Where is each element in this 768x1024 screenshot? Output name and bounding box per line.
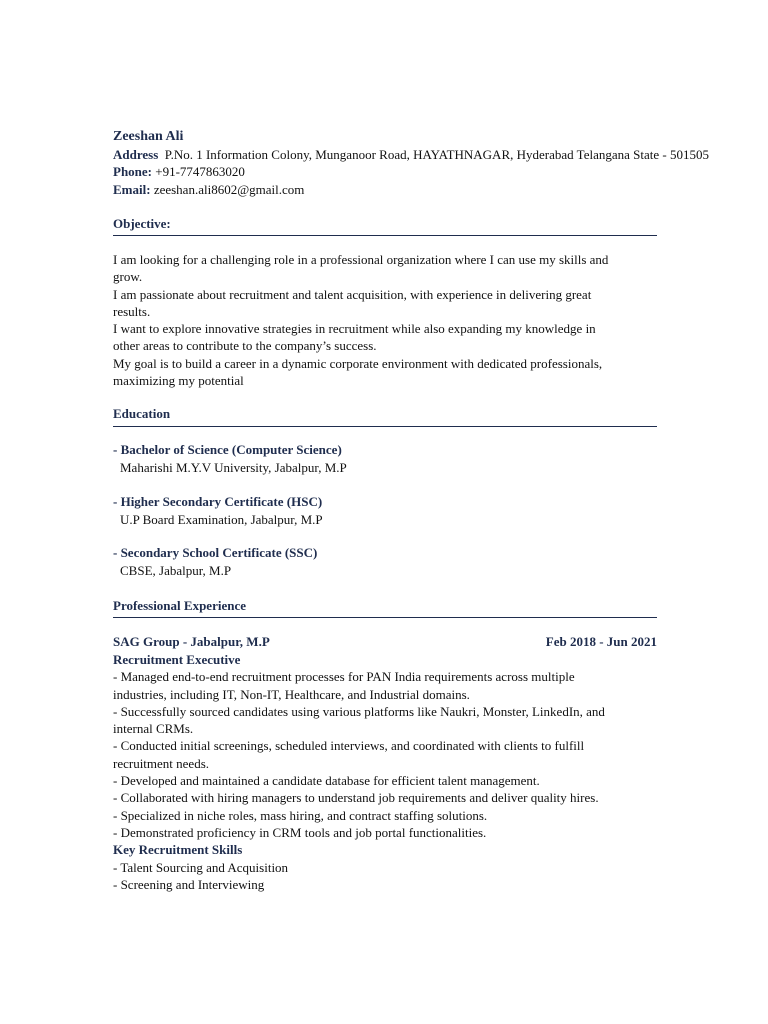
job-bullet-line: - Collaborated with hiring managers to understand job requirements and deliver quality hires. xyxy=(113,790,599,806)
education-institution: Maharishi M.Y.V University, Jabalpur, M.P xyxy=(120,460,347,475)
contact-header xyxy=(113,128,763,198)
job-bullet-line: - Conducted initial screenings, scheduled interviews, and coordinated with clients to fulfill xyxy=(113,738,585,754)
candidate-name: Zeeshan Ali xyxy=(113,129,184,144)
skill-item: - Talent Sourcing and Acquisition xyxy=(113,859,289,875)
education-divider xyxy=(113,426,657,427)
objective-line: grow. xyxy=(113,269,143,285)
education-degree: - Secondary School Certificate (SSC) xyxy=(113,545,318,560)
education-heading: Education xyxy=(113,406,171,421)
objective-heading: Objective: xyxy=(113,216,171,231)
job-bullet-line: - Developed and maintained a candidate database for efficient talent management. xyxy=(113,773,540,789)
job-details xyxy=(113,651,657,893)
education-item xyxy=(113,441,657,477)
objective-line: other areas to contribute to the company’s success. xyxy=(113,338,377,354)
education-institution: CBSE, Jabalpur, M.P xyxy=(120,563,232,578)
email-label: Email: xyxy=(113,181,151,197)
job-header xyxy=(113,633,657,651)
job-bullet-line: industries, including IT, Non-IT, Healthcare, and Industrial domains. xyxy=(113,686,470,702)
objective-line: My goal is to build a career in a dynamic corporate environment with dedicated professionals, xyxy=(113,355,603,371)
objective-text xyxy=(113,251,657,389)
job-role: Recruitment Executive xyxy=(113,652,241,667)
email-line xyxy=(113,181,763,198)
education-item xyxy=(113,544,657,580)
job-bullet-line: - Demonstrated proficiency in CRM tools and job portal functionalities. xyxy=(113,824,487,840)
phone-line xyxy=(113,163,763,180)
skills-heading: Key Recruitment Skills xyxy=(113,842,243,858)
job-bullet-line: - Successfully sourced candidates using various platforms like Naukri, Monster, LinkedIn, and xyxy=(113,703,605,719)
job-bullet-line: internal CRMs. xyxy=(113,721,194,737)
objective-line: maximizing my potential xyxy=(113,373,244,389)
education-degree: - Bachelor of Science (Computer Science) xyxy=(113,442,342,457)
job-bullet-line: recruitment needs. xyxy=(113,755,210,771)
address-line xyxy=(113,146,763,163)
education-item xyxy=(113,493,657,529)
company-name: SAG Group - Jabalpur, M.P xyxy=(113,634,270,649)
objective-divider xyxy=(113,235,657,236)
objective-line: I am looking for a challenging role in a professional organization where I can use my skills and xyxy=(113,252,609,267)
job-dates: Feb 2018 - Jun 2021 xyxy=(545,634,657,649)
education-degree: - Higher Secondary Certificate (HSC) xyxy=(113,494,323,509)
objective-line: I am passionate about recruitment and talent acquisition, with experience in delivering great xyxy=(113,286,592,302)
phone-label: Phone: xyxy=(113,164,152,180)
phone-value: +91-7747863020 xyxy=(155,164,245,180)
address-value: P.No. 1 Information Colony, Munganoor Road, HAYATHNAGAR, Hyderabad Telangana State - 501505 xyxy=(164,147,709,162)
skill-item: - Screening and Interviewing xyxy=(113,876,265,892)
job-bullet-line: - Specialized in niche roles, mass hiring, and contract staffing solutions. xyxy=(113,807,488,823)
objective-line: I want to explore innovative strategies in recruitment while also expanding my knowledge in xyxy=(113,321,596,337)
email-value[interactable]: zeeshan.ali8602@gmail.com xyxy=(153,181,305,197)
experience-divider xyxy=(113,617,657,618)
address-label: Address xyxy=(113,147,159,162)
experience-heading: Professional Experience xyxy=(113,598,246,613)
job-bullet-line: - Managed end-to-end recruitment processes for PAN India requirements across multiple xyxy=(113,669,575,685)
education-institution: U.P Board Examination, Jabalpur, M.P xyxy=(120,512,323,527)
objective-line: results. xyxy=(113,303,151,319)
